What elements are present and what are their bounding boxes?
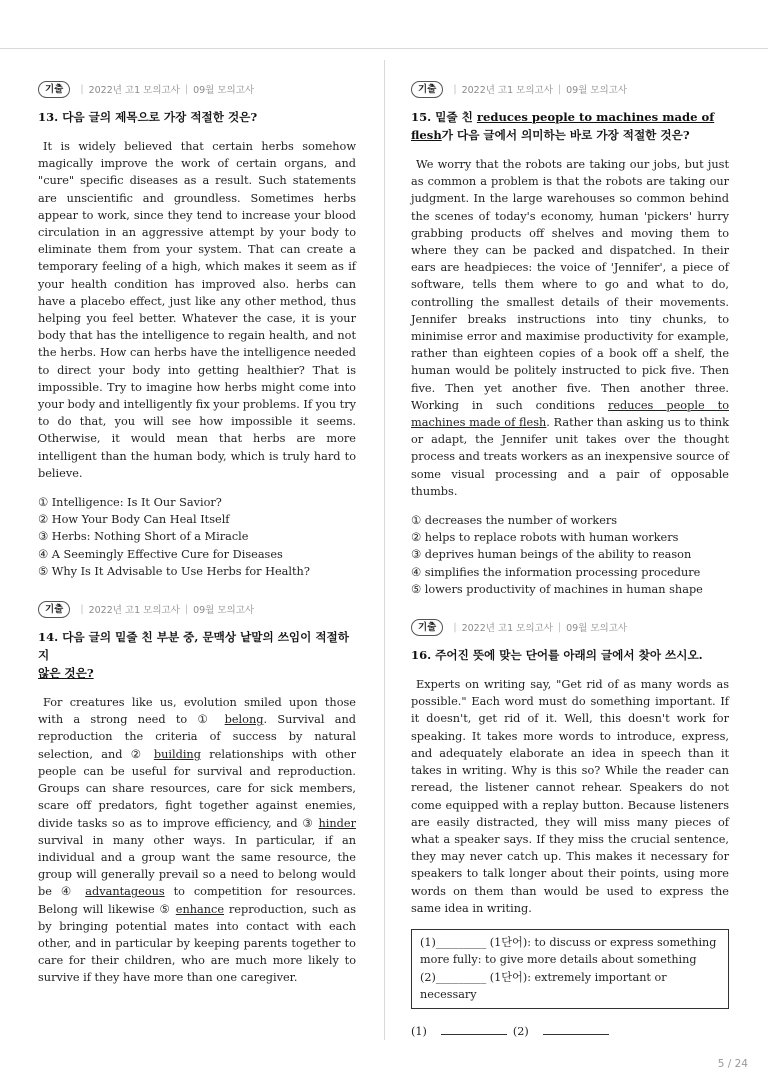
q16-def1-line2: more fully: to give more details about something: [420, 953, 697, 967]
separator: |: [184, 83, 189, 95]
q14-underline-2: building: [153, 747, 201, 761]
q16-passage: [411, 676, 729, 917]
q14-passage: [38, 694, 356, 986]
page-number: 5 / 24: [717, 1058, 748, 1070]
q16-month: 09월 모의고사: [566, 623, 628, 635]
q14-underline-1: belong: [224, 713, 264, 727]
q14-title-line2: 않은 것은?: [38, 666, 94, 681]
question-16: [411, 618, 729, 1041]
q14-underline-3: hinder: [318, 816, 356, 830]
q14-year: 2022년 고1 모의고사: [88, 605, 180, 617]
left-column: [38, 80, 356, 999]
q13-choice-1[interactable]: ① Intelligence: Is It Our Savior?: [38, 496, 222, 510]
q16-answer-row: [411, 1023, 729, 1041]
q14-text-1: For creatures like us, evolution smiled upon those with a strong need to ①: [38, 696, 356, 727]
q14-title-line1: 14. 다음 글의 밑줄 친 부분 중, 문맥상 낱말의 쓰임이 적절하지: [38, 630, 349, 663]
q16-answer-1-label: (1): [411, 1024, 427, 1038]
q15-choice-4[interactable]: ④ simplifies the information processing procedure: [411, 565, 701, 579]
separator: |: [80, 603, 84, 615]
q14-underline-4: advantageous: [85, 885, 165, 899]
q13-year: 2022년 고1 모의고사: [88, 85, 180, 96]
q13-title: 13. 다음 글의 제목으로 가장 적절한 것은?: [38, 110, 258, 124]
q15-passage-text: [411, 156, 729, 500]
q14-title: [38, 628, 356, 682]
q14-month: 09월 모의고사: [193, 605, 255, 617]
q14-text-3: relationships with other people can be useful for survival and reproduction. Groups can share resources, care for sick members, scare off predators, fight together against enemies, divide tasks so as to improve efficiency, and ③: [38, 747, 356, 830]
q14-underline-5: enhance: [175, 902, 225, 916]
q15-choice-3[interactable]: ③ deprives human beings of the ability to reason: [411, 548, 692, 562]
separator: |: [557, 83, 562, 95]
q15-choice-5[interactable]: ⑤ lowers productivity of machines in human shape: [411, 582, 703, 596]
q15-choices: [411, 512, 729, 598]
q13-month: 09월 모의고사: [193, 85, 255, 96]
column-divider: [384, 60, 385, 1040]
q14-text-4: survival in many other ways. In particular, if an individual and a group want the same resource, the group will generally prevail so a need to belong would be ④: [38, 833, 356, 899]
separator: |: [453, 621, 457, 633]
q13-choice-5[interactable]: ⑤ Why Is It Advisable to Use Herbs for Health?: [38, 564, 310, 578]
q14-text-2: . Survival and reproduction the criteria of success by natural selection, and ②: [38, 713, 356, 761]
separator: |: [557, 621, 562, 633]
q15-choice-1[interactable]: ① decreases the number of workers: [411, 514, 618, 528]
q14-tagline: [38, 600, 356, 618]
q16-tagline: [411, 618, 729, 636]
q16-answer-2-blank[interactable]: [543, 1023, 609, 1035]
question-14: [38, 600, 356, 986]
q15-title-post: 가 다음 글에서 의미하는 바로 가장 적절한 것은?: [441, 128, 690, 142]
header-rule: [0, 48, 768, 49]
q13-badge: 기출: [38, 81, 70, 98]
q16-year: 2022년 고1 모의고사: [461, 623, 553, 635]
q16-badge: 기출: [411, 619, 443, 636]
q14-text-6: reproduction, such as by bringing potential mates into contact with each other, and in particular by keeping parents together to care for their children, who are much more likely to survive if they have more than one caregiver.: [38, 902, 357, 985]
q14-passage-text: [38, 694, 356, 986]
q15-passage: [411, 156, 729, 500]
q13-tagline: [38, 80, 356, 98]
q16-answer-1-blank[interactable]: [441, 1023, 507, 1035]
q13-passage-text: It is widely believed that certain herbs somehow magically improve the work of certain organs, and "cure" specific diseases as a result. Such statements are unscientific and groundless. Sometimes herbs appear to work, since they tend to increase your blood circulation in an aggressive attempt by your body to eliminate them from your system. That can create a temporary feeling of a high, which makes it seem as if your health condition has improved also. herbs can have a placebo effect, just like any other method, thus helping you feel better. Whatever the case, it is your body that has the intelligence to regain health, and not the herbs. How can herbs have the intelligence needed to direct your body into getting healthier? That is impossible. Try to imagine how herbs might come into your body and intelligently fix your problems. If you try to do that, you will see how impossible it seems. Otherwise, it would mean that herbs are more intelligent than the human body, which is truly hard to believe.: [38, 140, 357, 480]
q15-title-underline: reduces people to machines made of flesh: [411, 110, 715, 142]
q15-month: 09월 모의고사: [566, 85, 628, 96]
q13-choice-4[interactable]: ④ A Seemingly Effective Cure for Diseases: [38, 547, 283, 561]
separator: |: [453, 83, 457, 95]
q15-year: 2022년 고1 모의고사: [461, 85, 553, 96]
q16-answer-2-label: (2): [512, 1024, 529, 1038]
separator: |: [80, 83, 84, 95]
q13-choices: [38, 494, 356, 580]
question-13: [38, 80, 356, 580]
q13-choice-2[interactable]: ② How Your Body Can Heal Itself: [38, 513, 230, 527]
q16-def2: (2)_________ (1단어): extremely important or necessary: [420, 970, 667, 1002]
q15-badge: 기출: [411, 81, 443, 98]
q13-choice-3[interactable]: ③ Herbs: Nothing Short of a Miracle: [38, 530, 249, 544]
q15-tagline: [411, 80, 729, 98]
q14-badge: 기출: [38, 601, 70, 618]
q15-choice-2[interactable]: ② helps to replace robots with human workers: [411, 531, 679, 545]
right-column: [411, 80, 729, 1041]
separator: |: [184, 603, 189, 615]
question-15: [411, 80, 729, 598]
q15-title: [411, 108, 729, 144]
q14-text-5: to competition for resources. Belong will likewise ⑤: [38, 885, 356, 916]
q13-passage: [38, 138, 356, 482]
q15-text-1: We worry that the robots are taking our jobs, but just as common a problem is that the robots are taking our judgment. In the large warehouses so common behind the scenes of today's economy, human 'pickers' hurry grabbing products off shelves and moving them to where they can be packed and dispatched. In their ears are headpieces: the voice of 'Jennifer', a piece of software, tells them where to go and what to do, controlling the smallest details of their movements. Jennifer breaks instructions into tiny chunks, to minimise error and maximise productivity for example, rather than eighteen copies of a book off a shelf, the human would be politely instructed to pick five. Then five. Then yet another five. Then another three. Working in such conditions: [411, 158, 729, 412]
q16-definition-box: [411, 929, 729, 1009]
q16-def1-line1: (1)_________ (1단어): to discuss or express something: [420, 935, 717, 949]
q15-underline-1: reduces people to machines made of flesh: [411, 398, 729, 430]
q15-text-2: . Rather than asking us to think or adapt, the Jennifer unit takes over the thought process and treats workers as an inexpensive source of some visual processing and a pair of opposable thumbs.: [411, 416, 729, 498]
q16-title: 16. 주어진 뜻에 맞는 단어를 아래의 글에서 찾아 쓰시오.: [411, 648, 703, 663]
q16-passage-text: Experts on writing say, "Get rid of as many words as possible." Each word must do something important. If it doesn't, get rid of it. Well, this doesn't work for speaking. It takes more words to introduce, express, and adequately elaborate an idea in speech than it takes in writing. Why is this so? While the reader can reread, the listener cannot rehear. Speakers do not come equipped with a replay button. Because listeners are easily distracted, they will miss many pieces of what a speaker says. If they miss the crucial sentence, they may never catch up. This makes it necessary for speakers to talk longer about their points, using more words on them than would be used to express the same idea in writing.: [411, 678, 729, 915]
q15-title-pre: 15. 밑줄 친: [411, 110, 477, 124]
